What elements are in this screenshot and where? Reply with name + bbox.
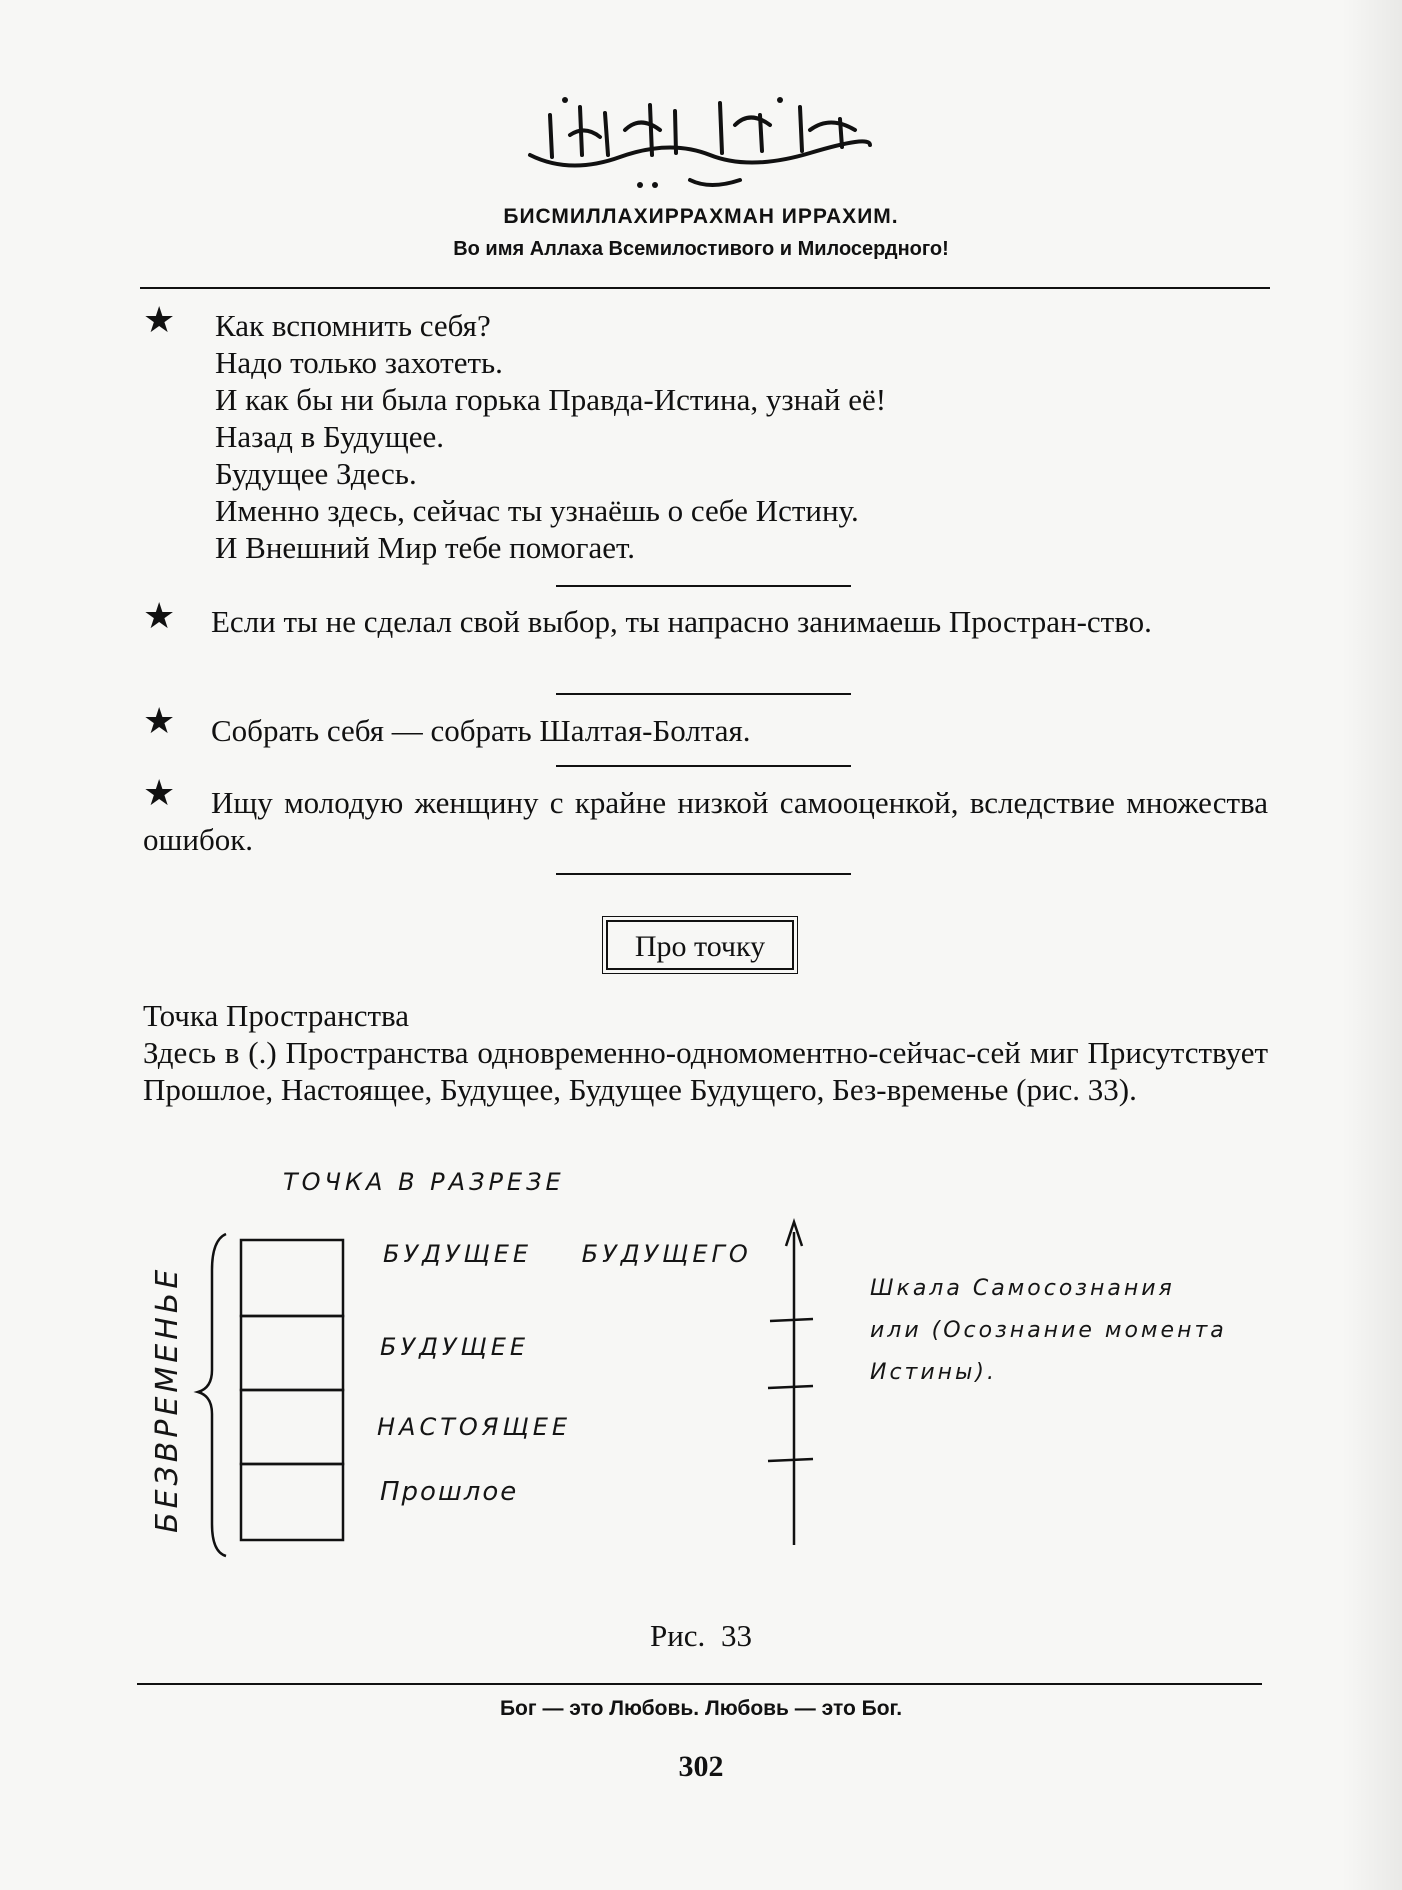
figure-top-label: ТОЧКА В РАЗРЕЗЕ	[283, 1168, 565, 1196]
level-box	[241, 1390, 343, 1464]
figure-caption: Рис. 33	[649, 1618, 753, 1653]
section-4-text: Ищу молодую женщину с крайне низкой самооценкой, вследствие множества ошибок.	[143, 785, 1268, 857]
point-body: Здесь в (.) Пространства одновременно-одномоментно-сейчас-сей миг Присутствует Прошлое, Настоящее, Будущее, Будущее Будущего, Без-временье (рис. 33).	[143, 1035, 1268, 1107]
header-subtitle: Во имя Аллаха Всемилостивого и Милосердного!	[453, 238, 949, 260]
scale-tick	[770, 1319, 813, 1321]
level-label: БУДУЩЕЕ	[380, 1333, 530, 1361]
page-number: 302	[678, 1750, 724, 1783]
level-label: БУДУЩЕЕ БУДУЩЕГО	[383, 1240, 752, 1268]
section-1-line: Именно здесь, сейчас ты узнаёшь о себе Истину.	[215, 493, 859, 528]
scale-label	[870, 1268, 1227, 1394]
section-1-line: Надо только захотеть.	[215, 345, 503, 380]
point-title: Точка Пространства	[143, 998, 409, 1033]
level-box	[241, 1464, 343, 1540]
level-box	[241, 1240, 343, 1316]
level-label: НАСТОЯЩЕЕ	[377, 1413, 572, 1441]
scale-label-line: или (Осознание момента	[870, 1318, 1227, 1343]
scale-label-line: Шкала Самосознания	[870, 1276, 1175, 1301]
footer-motto: Бог — это Любовь. Любовь — это Бог.	[499, 1697, 903, 1720]
star-bullet-icon: ★	[143, 701, 176, 741]
star-bullet-icon: ★	[143, 596, 176, 636]
section-1-line: И как бы ни была горька Правда-Истина, узнай её!	[215, 382, 887, 417]
scale-tick	[768, 1386, 813, 1388]
boxed-heading: Про точку	[606, 920, 794, 970]
header-title: БИСМИЛЛАХИРРАХМАН ИРРАХИМ.	[503, 205, 899, 228]
star-bullet-icon: ★	[143, 773, 176, 813]
level-box	[241, 1316, 343, 1390]
footer-rule	[137, 1683, 1262, 1685]
section-1-line: Как вспомнить себя?	[215, 308, 491, 343]
section-1-line: Назад в Будущее.	[215, 419, 445, 454]
level-label: Прошлое	[380, 1477, 519, 1507]
scale-tick	[768, 1459, 813, 1461]
section-1-line: И Внешний Мир тебе помогает.	[215, 530, 635, 565]
brace-shape	[198, 1234, 226, 1556]
section-3-text: Собрать себя — собрать Шалтая-Болтая.	[211, 713, 751, 748]
star-bullet-icon: ★	[143, 300, 176, 340]
section-1-line: Будущее Здесь.	[215, 456, 417, 491]
scale-label-line: Истины).	[870, 1360, 997, 1385]
section-2-text: Если ты не сделал свой выбор, ты напрасно занимаешь Простран-ство.	[211, 604, 1152, 639]
